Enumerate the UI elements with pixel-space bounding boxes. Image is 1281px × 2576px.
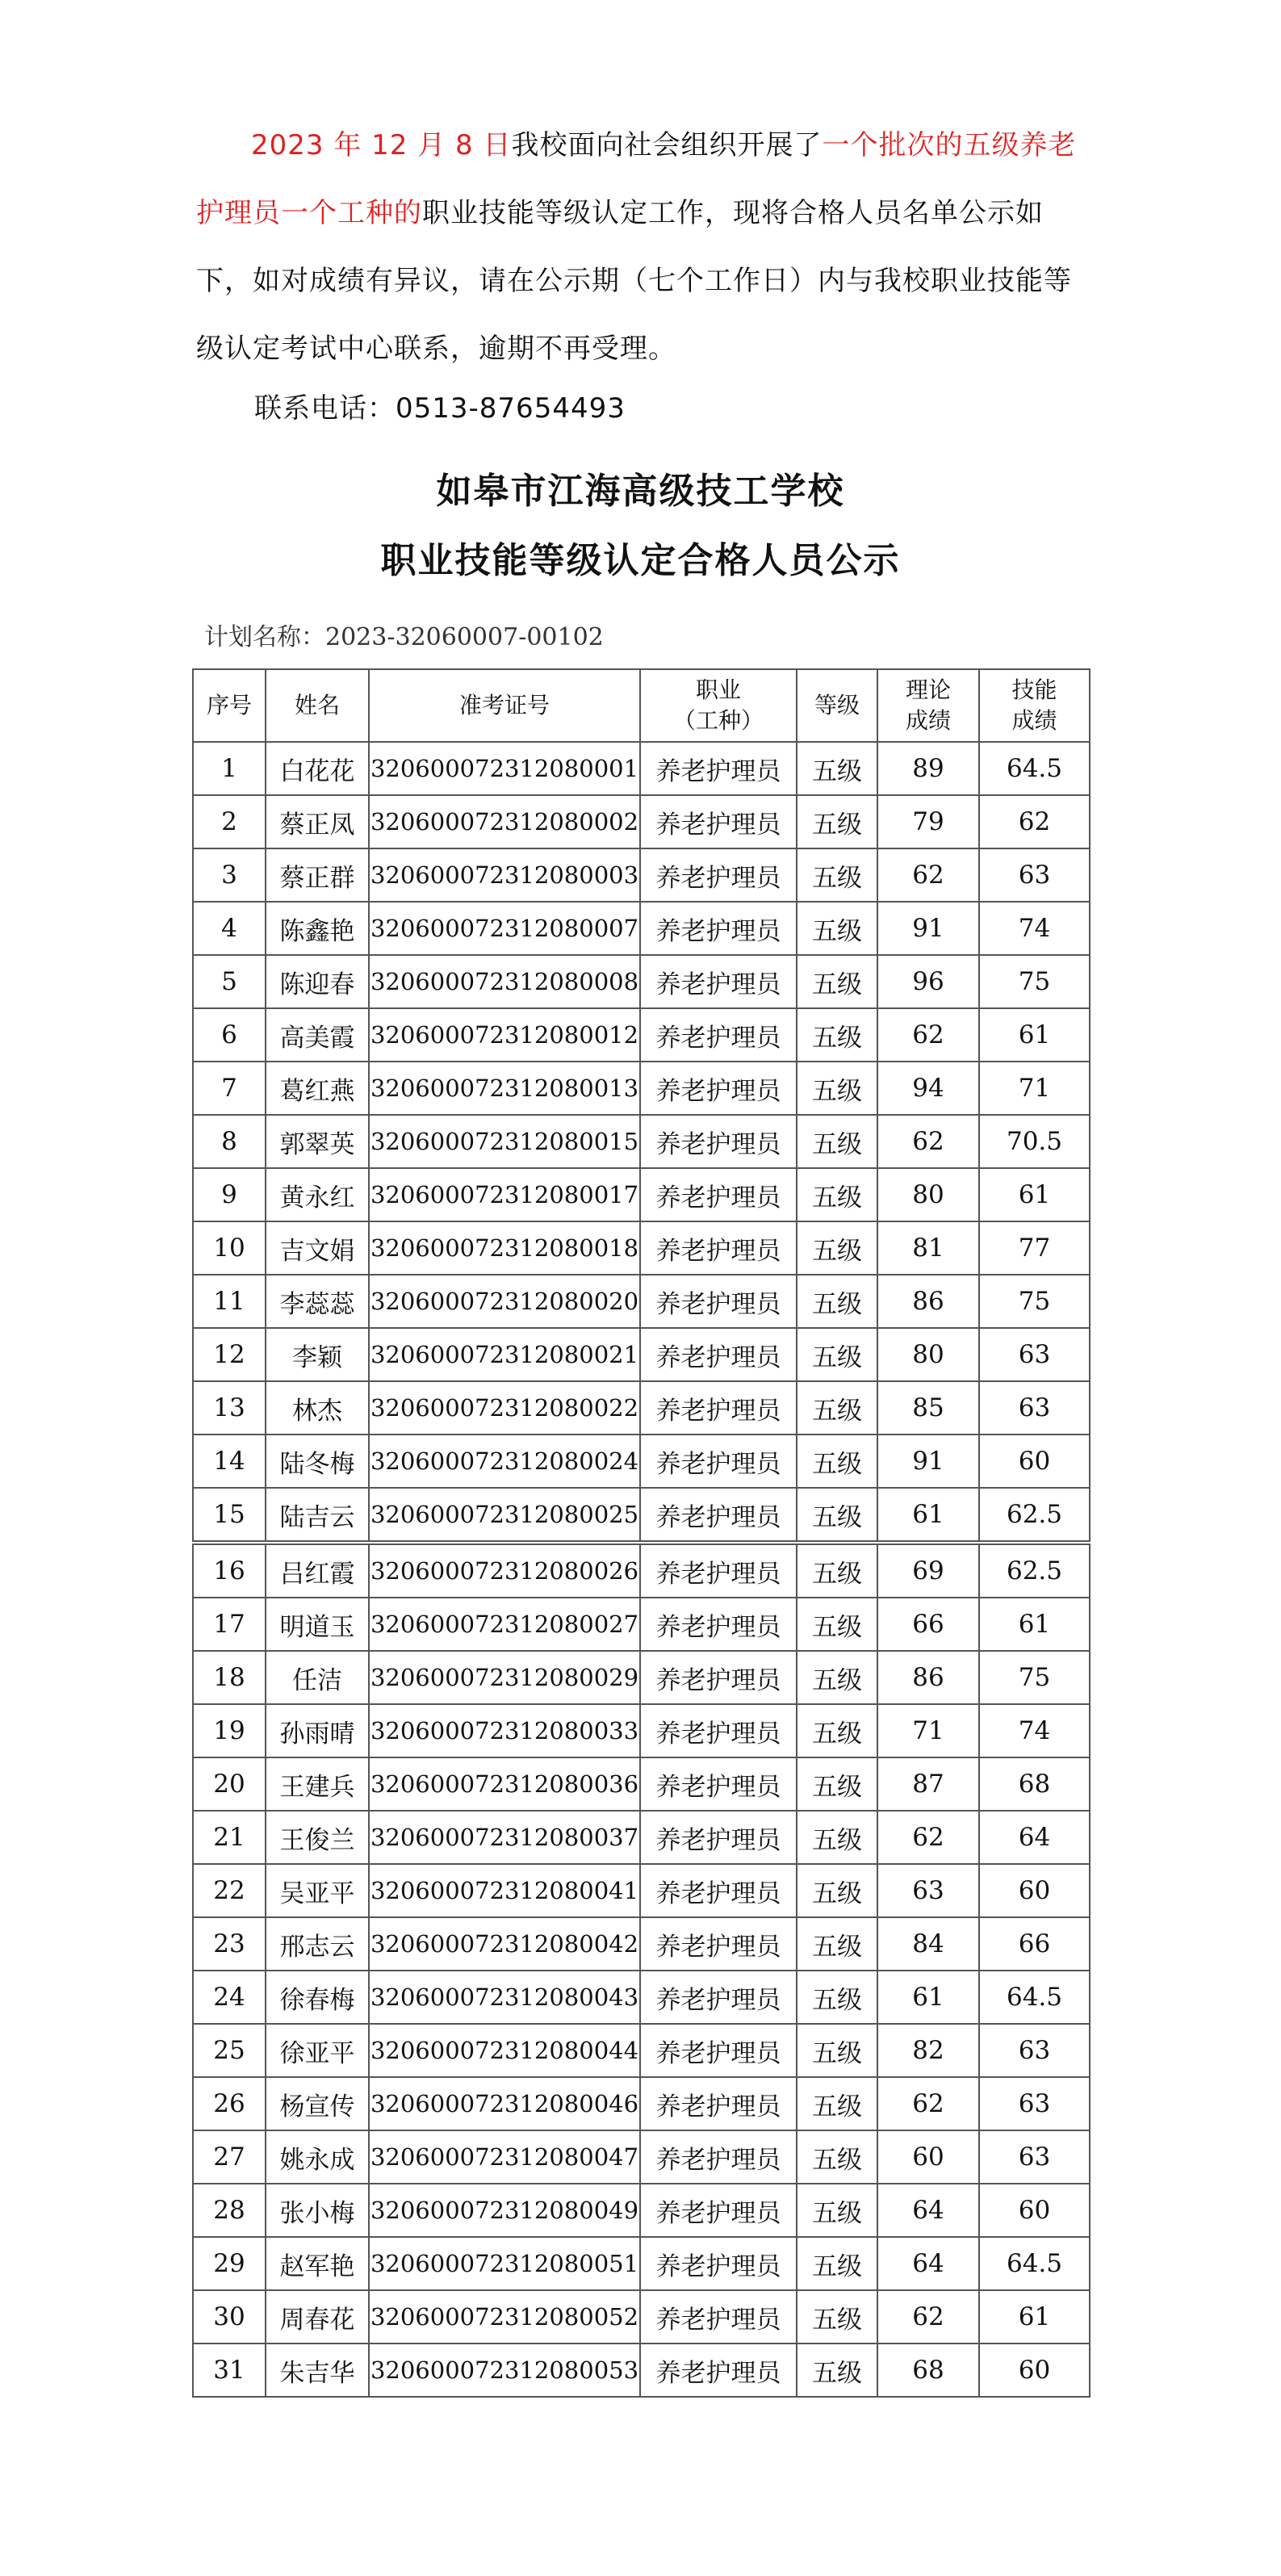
cell-seq: 26 [193, 2077, 266, 2130]
cell-ticket: 320600072312080012 [369, 1008, 640, 1062]
roster-body [193, 742, 1090, 2397]
cell-job: 养老护理员 [640, 1757, 797, 1811]
cell-name: 陆冬梅 [266, 1435, 369, 1488]
cell-ticket: 320600072312080018 [369, 1221, 640, 1275]
batch-description: 一个批次的五级养老护理员一个工种的 [196, 129, 1077, 229]
cell-ticket: 320600072312080053 [369, 2344, 640, 2397]
table-row [193, 1275, 1090, 1328]
cell-seq: 1 [193, 742, 266, 795]
announcement-paragraph [196, 111, 1087, 383]
cell-name: 郭翠英 [266, 1115, 369, 1168]
table-row [193, 2237, 1090, 2290]
cell-level: 五级 [797, 1488, 877, 1543]
intro-text-a: 我校面向社会组织开展了 [511, 129, 823, 161]
cell-skill: 77 [979, 1221, 1090, 1275]
cell-theory: 79 [877, 795, 979, 848]
cell-job: 养老护理员 [640, 902, 797, 955]
exam-date: 2023 年 12 月 8 日 [251, 129, 512, 161]
cell-name: 李颖 [266, 1328, 369, 1381]
cell-name: 王建兵 [266, 1757, 369, 1811]
cell-ticket: 320600072312080052 [369, 2290, 640, 2344]
table-row [193, 2077, 1090, 2130]
cell-level: 五级 [797, 2130, 877, 2184]
cell-job: 养老护理员 [640, 742, 797, 795]
cell-theory: 84 [877, 1917, 979, 1971]
cell-name: 吕红霞 [266, 1543, 369, 1598]
cell-job: 养老护理员 [640, 1168, 797, 1221]
header-job [640, 669, 797, 742]
cell-skill: 75 [979, 955, 1090, 1008]
cell-job: 养老护理员 [640, 1488, 797, 1543]
cell-ticket: 320600072312080044 [369, 2024, 640, 2077]
school-title: 如皋市江海高级技工学校 [436, 471, 845, 512]
cell-ticket: 320600072312080047 [369, 2130, 640, 2184]
header-skill-line2: 成绩 [1011, 707, 1057, 734]
table-row [193, 1488, 1090, 1543]
cell-skill: 60 [979, 1864, 1090, 1917]
cell-seq: 10 [193, 1221, 266, 1275]
cell-theory: 63 [877, 1864, 979, 1917]
cell-ticket: 320600072312080001 [369, 742, 640, 795]
cell-job: 养老护理员 [640, 2024, 797, 2077]
cell-skill: 62.5 [979, 1543, 1090, 1598]
cell-job: 养老护理员 [640, 955, 797, 1008]
cell-job: 养老护理员 [640, 2077, 797, 2130]
cell-skill: 63 [979, 1328, 1090, 1381]
qualified-roster-table [192, 668, 1091, 2398]
cell-skill: 60 [979, 2344, 1090, 2397]
cell-ticket: 320600072312080022 [369, 1381, 640, 1435]
cell-theory: 60 [877, 2130, 979, 2184]
cell-ticket: 320600072312080020 [369, 1275, 640, 1328]
cell-job: 养老护理员 [640, 795, 797, 848]
cell-level: 五级 [797, 2344, 877, 2397]
cell-name: 邢志云 [266, 1917, 369, 1971]
cell-name: 杨宣传 [266, 2077, 369, 2130]
table-row [193, 1381, 1090, 1435]
cell-level: 五级 [797, 902, 877, 955]
header-name: 姓名 [266, 669, 369, 742]
cell-seq: 18 [193, 1651, 266, 1704]
cell-name: 黄永红 [266, 1168, 369, 1221]
cell-skill: 62 [979, 795, 1090, 848]
table-row [193, 1704, 1090, 1757]
cell-name: 王俊兰 [266, 1811, 369, 1864]
cell-job: 养老护理员 [640, 1971, 797, 2024]
cell-name: 孙雨晴 [266, 1704, 369, 1757]
cell-level: 五级 [797, 848, 877, 902]
cell-name: 高美霞 [266, 1008, 369, 1062]
cell-seq: 4 [193, 902, 266, 955]
cell-seq: 20 [193, 1757, 266, 1811]
table-row [193, 1757, 1090, 1811]
cell-ticket: 320600072312080029 [369, 1651, 640, 1704]
cell-level: 五级 [797, 1275, 877, 1328]
cell-level: 五级 [797, 1917, 877, 1971]
cell-level: 五级 [797, 795, 877, 848]
cell-theory: 71 [877, 1704, 979, 1757]
cell-job: 养老护理员 [640, 1543, 797, 1598]
cell-skill: 63 [979, 2130, 1090, 2184]
cell-skill: 63 [979, 2024, 1090, 2077]
cell-theory: 86 [877, 1651, 979, 1704]
table-row [193, 1864, 1090, 1917]
cell-seq: 14 [193, 1435, 266, 1488]
cell-theory: 94 [877, 1062, 979, 1115]
table-header-row [193, 669, 1090, 742]
cell-name: 任洁 [266, 1651, 369, 1704]
cell-seq: 3 [193, 848, 266, 902]
cell-name: 徐亚平 [266, 2024, 369, 2077]
cell-level: 五级 [797, 1168, 877, 1221]
header-theory-line1: 理论 [905, 676, 951, 703]
cell-skill: 61 [979, 1008, 1090, 1062]
cell-theory: 85 [877, 1381, 979, 1435]
cell-level: 五级 [797, 1435, 877, 1488]
cell-ticket: 320600072312080046 [369, 2077, 640, 2130]
cell-seq: 15 [193, 1488, 266, 1543]
cell-level: 五级 [797, 955, 877, 1008]
cell-seq: 29 [193, 2237, 266, 2290]
cell-level: 五级 [797, 742, 877, 795]
cell-seq: 21 [193, 1811, 266, 1864]
cell-job: 养老护理员 [640, 1811, 797, 1864]
cell-job: 养老护理员 [640, 848, 797, 902]
intro-text-b: 职业技能等级认定工作，现将合格人员名单公示如下，如对成绩有异议，请在公示期（七个工作日）内与我校职业技能等级认定考试中心联系，逾期不再受理。 [196, 197, 1072, 365]
plan-name: 计划名称：2023-32060007-00102 [204, 623, 604, 651]
cell-theory: 64 [877, 2184, 979, 2237]
cell-level: 五级 [797, 1651, 877, 1704]
cell-job: 养老护理员 [640, 1008, 797, 1062]
cell-seq: 5 [193, 955, 266, 1008]
header-theory-line2: 成绩 [905, 707, 951, 734]
cell-seq: 27 [193, 2130, 266, 2184]
table-row [193, 2344, 1090, 2397]
cell-level: 五级 [797, 1864, 877, 1917]
cell-theory: 91 [877, 902, 979, 955]
cell-ticket: 320600072312080015 [369, 1115, 640, 1168]
cell-ticket: 320600072312080002 [369, 795, 640, 848]
cell-ticket: 320600072312080026 [369, 1543, 640, 1598]
table-row [193, 1917, 1090, 1971]
notice-title: 职业技能等级认定合格人员公示 [380, 540, 901, 581]
cell-job: 养老护理员 [640, 1062, 797, 1115]
cell-theory: 81 [877, 1221, 979, 1275]
cell-level: 五级 [797, 1543, 877, 1598]
cell-skill: 70.5 [979, 1115, 1090, 1168]
cell-skill: 74 [979, 1704, 1090, 1757]
cell-skill: 71 [979, 1062, 1090, 1115]
table-row [193, 1543, 1090, 1598]
cell-name: 陈迎春 [266, 955, 369, 1008]
cell-skill: 60 [979, 2184, 1090, 2237]
cell-level: 五级 [797, 1704, 877, 1757]
cell-skill: 61 [979, 1168, 1090, 1221]
cell-seq: 25 [193, 2024, 266, 2077]
table-row [193, 1435, 1090, 1488]
cell-level: 五级 [797, 1115, 877, 1168]
cell-seq: 12 [193, 1328, 266, 1381]
cell-ticket: 320600072312080021 [369, 1328, 640, 1381]
cell-seq: 24 [193, 1971, 266, 2024]
table-row [193, 1115, 1090, 1168]
table-row [193, 1811, 1090, 1864]
cell-ticket: 320600072312080051 [369, 2237, 640, 2290]
cell-name: 朱吉华 [266, 2344, 369, 2397]
cell-level: 五级 [797, 1328, 877, 1381]
cell-name: 陆吉云 [266, 1488, 369, 1543]
header-level: 等级 [797, 669, 877, 742]
cell-ticket: 320600072312080043 [369, 1971, 640, 2024]
cell-skill: 63 [979, 2077, 1090, 2130]
cell-theory: 62 [877, 2290, 979, 2344]
cell-name: 蔡正群 [266, 848, 369, 902]
cell-job: 养老护理员 [640, 1864, 797, 1917]
cell-seq: 8 [193, 1115, 266, 1168]
cell-theory: 69 [877, 1543, 979, 1598]
cell-level: 五级 [797, 1381, 877, 1435]
cell-name: 姚永成 [266, 2130, 369, 2184]
cell-name: 明道玉 [266, 1598, 369, 1651]
cell-skill: 75 [979, 1651, 1090, 1704]
cell-ticket: 320600072312080003 [369, 848, 640, 902]
cell-ticket: 320600072312080024 [369, 1435, 640, 1488]
cell-name: 赵军艳 [266, 2237, 369, 2290]
cell-seq: 23 [193, 1917, 266, 1971]
cell-skill: 63 [979, 1381, 1090, 1435]
header-theory [877, 669, 979, 742]
cell-job: 养老护理员 [640, 2184, 797, 2237]
table-row [193, 1221, 1090, 1275]
table-row [193, 742, 1090, 795]
cell-level: 五级 [797, 1221, 877, 1275]
header-job-line2: （工种） [672, 707, 764, 734]
cell-name: 吴亚平 [266, 1864, 369, 1917]
cell-skill: 63 [979, 848, 1090, 902]
cell-seq: 6 [193, 1008, 266, 1062]
table-row [193, 1651, 1090, 1704]
cell-level: 五级 [797, 2184, 877, 2237]
cell-skill: 62.5 [979, 1488, 1090, 1543]
contact-phone: 联系电话：0513-87654493 [254, 392, 626, 425]
cell-level: 五级 [797, 1811, 877, 1864]
cell-name: 葛红燕 [266, 1062, 369, 1115]
cell-theory: 96 [877, 955, 979, 1008]
cell-job: 养老护理员 [640, 1115, 797, 1168]
cell-ticket: 320600072312080037 [369, 1811, 640, 1864]
cell-skill: 74 [979, 902, 1090, 955]
cell-job: 养老护理员 [640, 1598, 797, 1651]
cell-level: 五级 [797, 1757, 877, 1811]
cell-ticket: 320600072312080036 [369, 1757, 640, 1811]
table-row [193, 2130, 1090, 2184]
cell-ticket: 320600072312080041 [369, 1864, 640, 1917]
table-row [193, 902, 1090, 955]
cell-skill: 64 [979, 1811, 1090, 1864]
cell-theory: 62 [877, 1115, 979, 1168]
table-row [193, 848, 1090, 902]
table-row [193, 2024, 1090, 2077]
cell-name: 张小梅 [266, 2184, 369, 2237]
cell-seq: 13 [193, 1381, 266, 1435]
header-seq: 序号 [193, 669, 266, 742]
table-row [193, 2184, 1090, 2237]
cell-seq: 16 [193, 1543, 266, 1598]
cell-job: 养老护理员 [640, 1704, 797, 1757]
table-row [193, 1598, 1090, 1651]
cell-name: 李蕊蕊 [266, 1275, 369, 1328]
cell-level: 五级 [797, 2290, 877, 2344]
cell-skill: 66 [979, 1917, 1090, 1971]
cell-job: 养老护理员 [640, 1275, 797, 1328]
cell-theory: 62 [877, 1008, 979, 1062]
cell-skill: 64.5 [979, 2237, 1090, 2290]
cell-seq: 11 [193, 1275, 266, 1328]
cell-theory: 62 [877, 1811, 979, 1864]
cell-skill: 64.5 [979, 1971, 1090, 2024]
cell-level: 五级 [797, 1062, 877, 1115]
cell-ticket: 320600072312080017 [369, 1168, 640, 1221]
header-skill-line1: 技能 [1011, 676, 1057, 703]
cell-job: 养老护理员 [640, 1381, 797, 1435]
cell-skill: 68 [979, 1757, 1090, 1811]
cell-theory: 62 [877, 2077, 979, 2130]
cell-seq: 30 [193, 2290, 266, 2344]
header-job-line1: 职业 [695, 676, 741, 703]
table-row [193, 1328, 1090, 1381]
cell-job: 养老护理员 [640, 1221, 797, 1275]
cell-theory: 66 [877, 1598, 979, 1651]
header-ticket: 准考证号 [369, 669, 640, 742]
cell-name: 陈鑫艳 [266, 902, 369, 955]
cell-theory: 80 [877, 1328, 979, 1381]
table-row [193, 1168, 1090, 1221]
cell-theory: 62 [877, 848, 979, 902]
table-row [193, 2290, 1090, 2344]
cell-skill: 61 [979, 1598, 1090, 1651]
cell-ticket: 320600072312080027 [369, 1598, 640, 1651]
cell-job: 养老护理员 [640, 2130, 797, 2184]
cell-theory: 87 [877, 1757, 979, 1811]
cell-theory: 61 [877, 1971, 979, 2024]
cell-level: 五级 [797, 2024, 877, 2077]
header-skill [979, 669, 1090, 742]
cell-job: 养老护理员 [640, 1651, 797, 1704]
cell-level: 五级 [797, 1598, 877, 1651]
cell-ticket: 320600072312080007 [369, 902, 640, 955]
cell-theory: 64 [877, 2237, 979, 2290]
cell-seq: 9 [193, 1168, 266, 1221]
cell-theory: 89 [877, 742, 979, 795]
cell-seq: 19 [193, 1704, 266, 1757]
cell-level: 五级 [797, 1971, 877, 2024]
cell-seq: 28 [193, 2184, 266, 2237]
cell-job: 养老护理员 [640, 2344, 797, 2397]
cell-name: 周春花 [266, 2290, 369, 2344]
cell-ticket: 320600072312080049 [369, 2184, 640, 2237]
cell-name: 蔡正凤 [266, 795, 369, 848]
table-row [193, 1008, 1090, 1062]
cell-name: 白花花 [266, 742, 369, 795]
cell-level: 五级 [797, 2237, 877, 2290]
cell-skill: 60 [979, 1435, 1090, 1488]
cell-theory: 86 [877, 1275, 979, 1328]
cell-job: 养老护理员 [640, 2290, 797, 2344]
cell-seq: 7 [193, 1062, 266, 1115]
table-row [193, 955, 1090, 1008]
cell-skill: 75 [979, 1275, 1090, 1328]
table-row [193, 1971, 1090, 2024]
cell-ticket: 320600072312080025 [369, 1488, 640, 1543]
cell-theory: 91 [877, 1435, 979, 1488]
cell-ticket: 320600072312080042 [369, 1917, 640, 1971]
cell-theory: 80 [877, 1168, 979, 1221]
cell-level: 五级 [797, 1008, 877, 1062]
cell-job: 养老护理员 [640, 1435, 797, 1488]
cell-seq: 2 [193, 795, 266, 848]
cell-theory: 61 [877, 1488, 979, 1543]
table-row [193, 795, 1090, 848]
cell-skill: 61 [979, 2290, 1090, 2344]
cell-job: 养老护理员 [640, 2237, 797, 2290]
cell-theory: 82 [877, 2024, 979, 2077]
cell-name: 吉文娟 [266, 1221, 369, 1275]
cell-seq: 31 [193, 2344, 266, 2397]
cell-job: 养老护理员 [640, 1328, 797, 1381]
cell-seq: 22 [193, 1864, 266, 1917]
cell-ticket: 320600072312080013 [369, 1062, 640, 1115]
table-row [193, 1062, 1090, 1115]
cell-name: 徐春梅 [266, 1971, 369, 2024]
cell-skill: 64.5 [979, 742, 1090, 795]
cell-name: 林杰 [266, 1381, 369, 1435]
cell-job: 养老护理员 [640, 1917, 797, 1971]
cell-level: 五级 [797, 2077, 877, 2130]
cell-ticket: 320600072312080008 [369, 955, 640, 1008]
cell-theory: 68 [877, 2344, 979, 2397]
cell-ticket: 320600072312080033 [369, 1704, 640, 1757]
cell-seq: 17 [193, 1598, 266, 1651]
